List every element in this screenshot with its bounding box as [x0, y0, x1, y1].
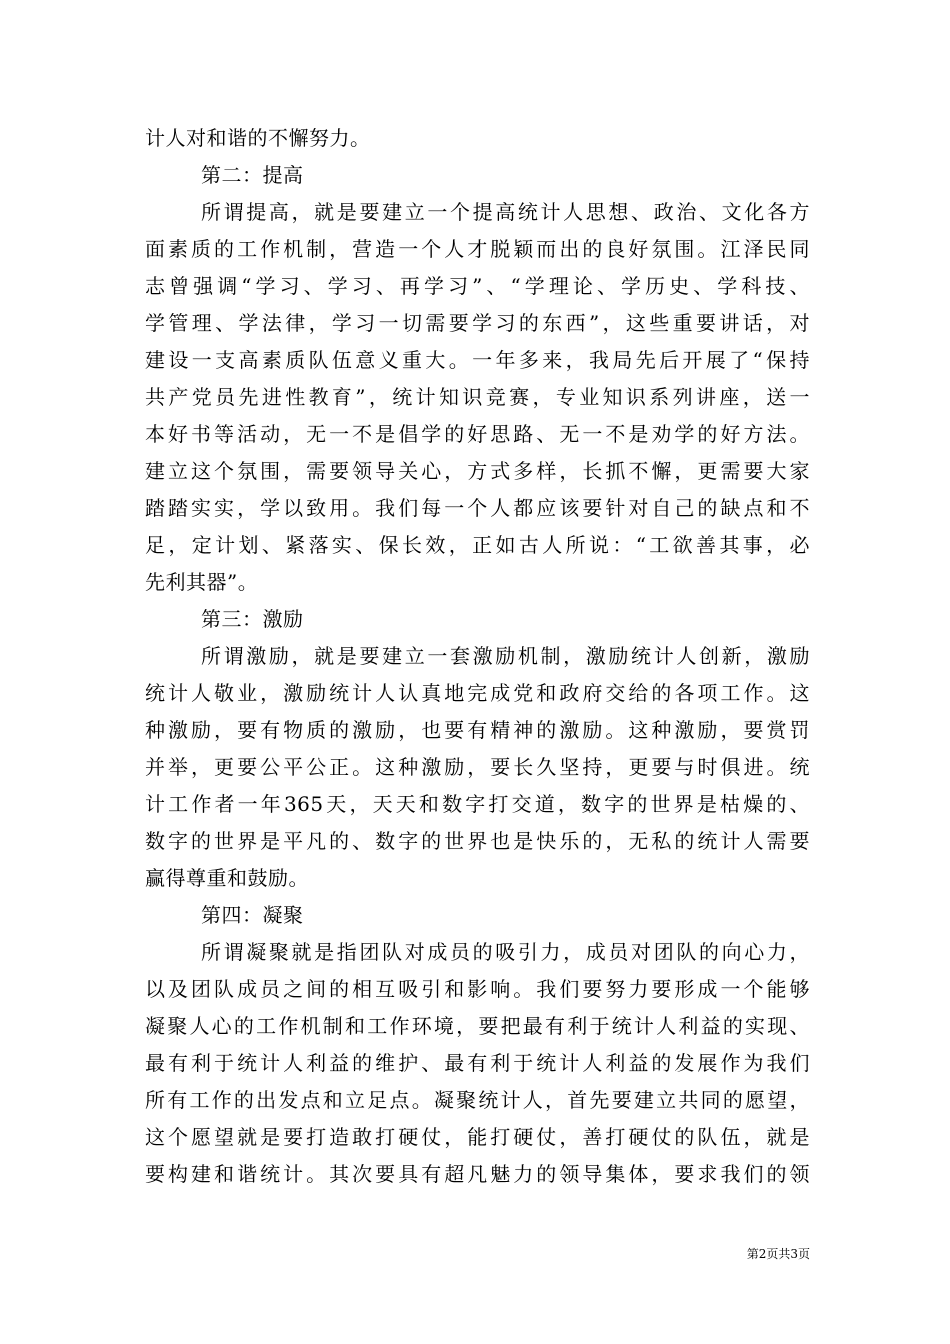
text-line: 学管理、学法律，学习一切需要学习的东西”，这些重要讲话，对: [145, 311, 810, 335]
text-line: 统计人敬业，激励统计人认真地完成党和政府交给的各项工作。这: [145, 681, 810, 705]
text-line: 计工作者一年365天，天天和数字打交道，数字的世界是枯燥的、: [145, 792, 810, 816]
text-line: 赢得尊重和鼓励。: [145, 866, 309, 890]
text-line: 足，定计划、紧落实、保长效，正如古人所说：“工欲善其事，必: [145, 533, 810, 557]
section-heading: 第四：凝聚: [201, 903, 304, 927]
text-line: 计人对和谐的不懈努力。: [145, 126, 371, 150]
text-line: 种激励，要有物质的激励，也要有精神的激励。这种激励，要赏罚: [145, 718, 810, 742]
text-line: 数字的世界是平凡的、数字的世界也是快乐的，无私的统计人需要: [145, 829, 810, 853]
text-line: 并举，更要公平公正。这种激励，要长久坚持，更要与时俱进。统: [145, 755, 810, 779]
text-line: 先利其器”。: [145, 570, 259, 594]
text-line: 志曾强调“学习、学习、再学习”、“学理论、学历史、学科技、: [145, 274, 810, 298]
text-line: 所谓提高，就是要建立一个提高统计人思想、政治、文化各方: [201, 200, 810, 224]
section-heading: 第二：提高: [201, 163, 304, 187]
text-line: 踏踏实实，学以致用。我们每一个人都应该要针对自己的缺点和不: [145, 496, 810, 520]
document-body: [145, 120, 810, 1193]
text-line: 建设一支高素质队伍意义重大。一年多来，我局先后开展了“保持: [145, 348, 810, 372]
text-line: 凝聚人心的工作机制和工作环境，要把最有利于统计人利益的实现、: [145, 1014, 810, 1038]
text-line: 本好书等活动，无一不是倡学的好思路、无一不是劝学的好方法。: [145, 422, 810, 446]
text-line: 共产党员先进性教育”，统计知识竞赛，专业知识系列讲座，送一: [145, 385, 810, 409]
text-line: 要构建和谐统计。其次要具有超凡魅力的领导集体，要求我们的领: [145, 1162, 810, 1186]
text-line: 所谓激励，就是要建立一套激励机制，激励统计人创新，激励: [201, 644, 810, 668]
page-number: 第2页共3页: [746, 1247, 810, 1261]
section-heading: 第三：激励: [201, 607, 304, 631]
text-line: 面素质的工作机制，营造一个人才脱颖而出的良好氛围。江泽民同: [145, 237, 810, 261]
text-line: 这个愿望就是要打造敢打硬仗，能打硬仗，善打硬仗的队伍，就是: [145, 1125, 810, 1149]
text-line: 所有工作的出发点和立足点。凝聚统计人，首先要建立共同的愿望，: [145, 1088, 810, 1112]
text-line: 建立这个氛围，需要领导关心，方式多样，长抓不懈，更需要大家: [145, 459, 810, 483]
text-line: 最有利于统计人利益的维护、最有利于统计人利益的发展作为我们: [145, 1051, 810, 1075]
text-line: 以及团队成员之间的相互吸引和影响。我们要努力要形成一个能够: [145, 977, 810, 1001]
text-line: 所谓凝聚就是指团队对成员的吸引力，成员对团队的向心力，: [201, 940, 810, 964]
